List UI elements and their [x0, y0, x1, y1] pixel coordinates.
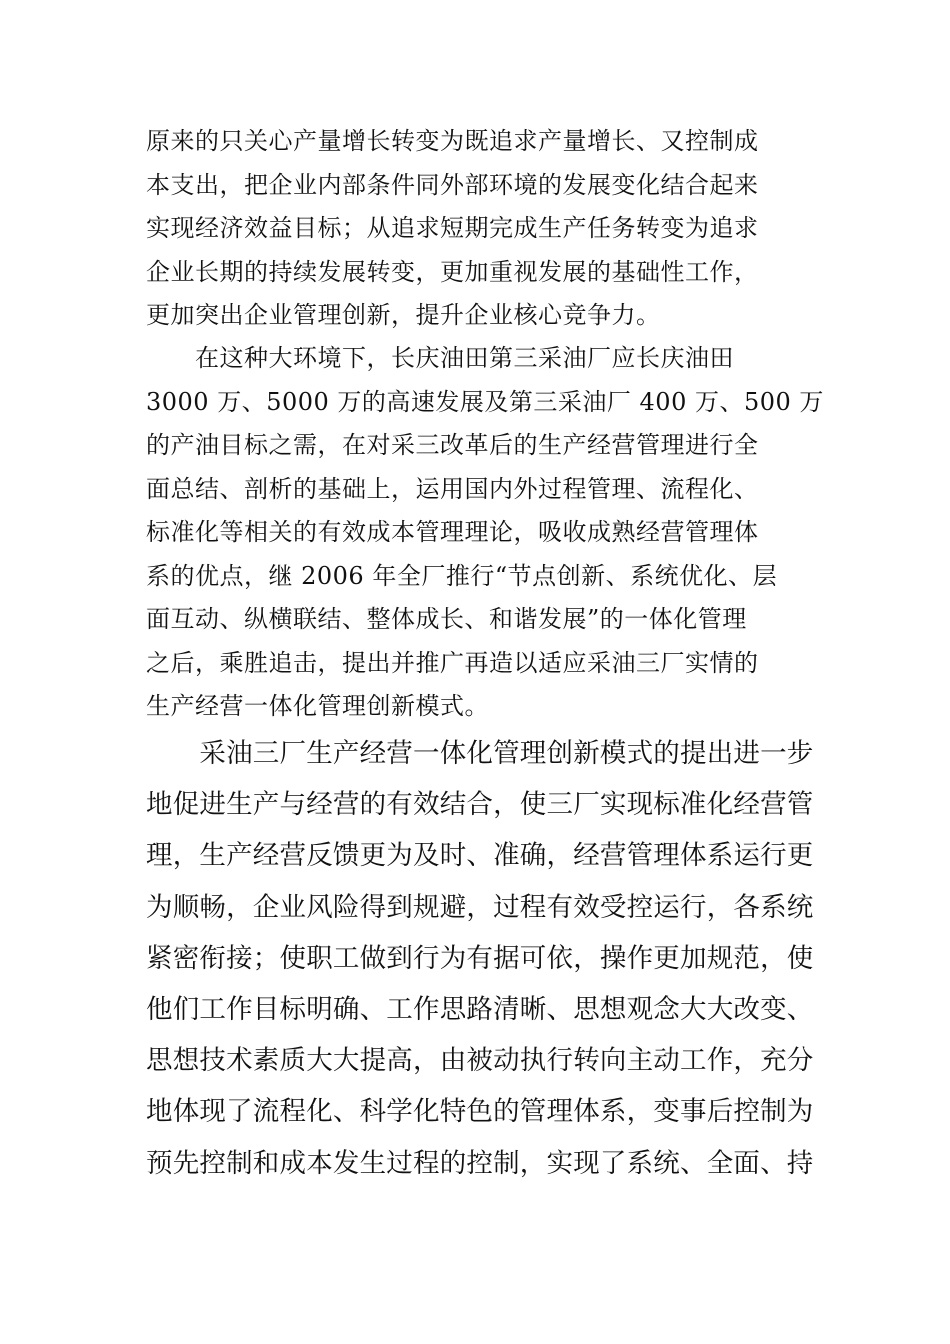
text-line: 标准化等相关的有效成本管理理论，吸收成熟经营管理体 — [146, 518, 759, 546]
text-line: 思想技术素质大大提高，由被动执行转向主动工作，充分 — [146, 1045, 814, 1077]
paragraph-3 — [146, 728, 814, 1189]
text-line: 面总结、剖析的基础上，运用国内外过程管理、流程化、 — [146, 474, 759, 503]
text-line: 实现经济效益目标；从追求短期完成生产任务转变为追求 — [146, 214, 759, 242]
text-line: 地促进生产与经营的有效结合，使三厂实现标准化经营管 — [146, 789, 814, 821]
text-line: 地体现了流程化、科学化特色的管理体系，变事后控制为 — [146, 1096, 814, 1128]
text-line: 系的优点，继 2006 年全厂推行“节点创新、系统优化、层 — [146, 561, 778, 590]
text-line: 3000 万、5000 万的高速发展及第三采油厂 400 万、500 万 — [146, 387, 824, 416]
text-line: 原来的只关心产量增长转变为既追求产量增长、又控制成 — [146, 127, 759, 155]
text-line: 面互动、纵横联结、整体成长、和谐发展”的一体化管理 — [146, 605, 747, 633]
text-line: 更加突出企业管理创新，提升企业核心竞争力。 — [146, 301, 661, 329]
paragraph-2 — [146, 337, 824, 729]
paragraph-1 — [146, 120, 806, 338]
text-line: 理，生产经营反馈更为及时、准确，经营管理体系运行更 — [146, 840, 814, 872]
text-line: 在这种大环境下，长庆油田第三采油厂应长庆油田 — [146, 344, 734, 372]
text-line: 生产经营一体化管理创新模式。 — [146, 692, 489, 720]
text-line: 的产油目标之需，在对采三改革后的生产经营管理进行全 — [146, 431, 759, 459]
text-line: 紧密衔接；使职工做到行为有据可依，操作更加规范，使 — [146, 942, 814, 974]
text-line: 他们工作目标明确、工作思路清晰、思想观念大大改变、 — [146, 994, 814, 1026]
text-line: 本支出，把企业内部条件同外部环境的发展变化结合起来 — [146, 170, 759, 199]
text-line: 之后，乘胜追击，提出并推广再造以适应采油三厂实情的 — [146, 648, 759, 677]
text-line: 企业长期的持续发展转变，更加重视发展的基础性工作， — [146, 257, 759, 286]
text-line: 预先控制和成本发生过程的控制，实现了系统、全面、持 — [146, 1147, 814, 1179]
text-line: 采油三厂生产经营一体化管理创新模式的提出进一步 — [146, 738, 814, 769]
text-line: 为顺畅，企业风险得到规避，过程有效受控运行，各系统 — [146, 891, 814, 923]
